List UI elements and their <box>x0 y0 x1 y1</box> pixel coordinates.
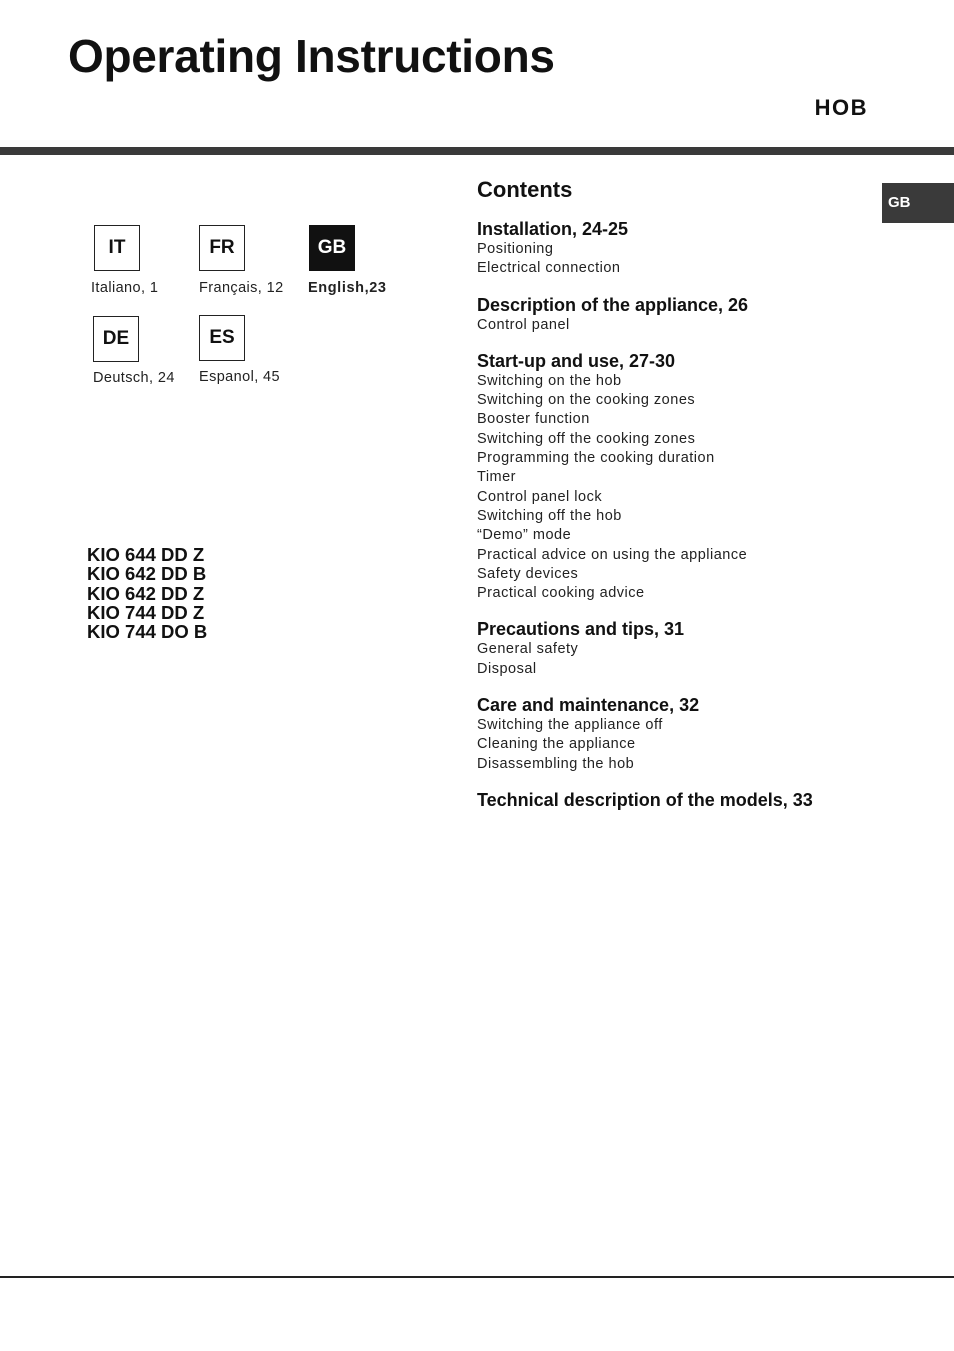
toc-section-heading[interactable]: Description of the appliance, 26 <box>477 294 749 315</box>
toc-item[interactable]: Control panel <box>477 316 570 333</box>
product-type: HOB <box>814 95 868 120</box>
toc-item[interactable]: Safety devices <box>477 565 579 582</box>
toc-section-heading[interactable]: Care and maintenance, 32 <box>477 695 700 716</box>
toc-item[interactable]: Cleaning the appliance <box>477 736 636 753</box>
language-code: FR <box>199 225 245 271</box>
language-item-es[interactable] <box>199 315 280 385</box>
toc-section-heading[interactable]: Start-up and use, 27-30 <box>477 350 676 371</box>
toc-item[interactable]: Switching on the cooking zones <box>477 392 696 409</box>
model-name: KIO 744 DD Z <box>87 601 205 623</box>
page-title: Operating Instructions <box>68 30 555 82</box>
toc-item[interactable]: Practical cooking advice <box>477 585 645 602</box>
model-name: KIO 642 DD Z <box>87 582 205 604</box>
toc-item[interactable]: “Demo” mode <box>477 527 572 544</box>
language-item-de[interactable] <box>93 316 175 386</box>
toc-section-startup <box>477 351 877 604</box>
language-label: Deutsch, 24 <box>93 370 175 386</box>
toc-item[interactable]: Switching off the cooking zones <box>477 430 696 447</box>
toc-item[interactable]: General safety <box>477 641 579 658</box>
language-label: Français, 12 <box>199 280 284 296</box>
language-item-it[interactable] <box>91 225 159 296</box>
toc-section-installation <box>477 219 877 279</box>
footer-divider <box>0 1276 954 1278</box>
language-item-fr[interactable] <box>199 225 284 296</box>
toc-item[interactable]: Disposal <box>477 660 537 677</box>
model-name: KIO 642 DD B <box>87 563 207 585</box>
toc-section-description <box>477 295 877 335</box>
toc-item[interactable]: Practical advice on using the appliance <box>477 546 748 563</box>
toc-section-heading[interactable]: Installation, 24-25 <box>477 219 629 239</box>
toc-section-care <box>477 695 877 774</box>
model-name: KIO 644 DD Z <box>87 544 205 565</box>
contents-title: Contents <box>477 177 573 202</box>
toc-item[interactable]: Switching off the hob <box>477 507 622 524</box>
toc-item[interactable]: Positioning <box>477 241 554 257</box>
language-label: Italiano, 1 <box>91 280 159 296</box>
toc-item[interactable]: Booster function <box>477 411 590 428</box>
toc-item[interactable]: Electrical connection <box>477 260 621 277</box>
header-divider <box>0 147 954 155</box>
language-item-gb[interactable] <box>308 225 387 296</box>
language-code: IT <box>94 225 140 271</box>
language-label: Espanol, 45 <box>199 369 280 385</box>
toc-item[interactable]: Timer <box>477 469 517 486</box>
toc-item[interactable]: Switching on the hob <box>477 372 622 389</box>
toc-section-precautions <box>477 619 877 679</box>
language-side-tab: GB <box>882 183 954 223</box>
toc-section-heading[interactable]: Precautions and tips, 31 <box>477 619 685 640</box>
language-code: GB <box>309 225 355 271</box>
language-code: DE <box>93 316 139 362</box>
table-of-contents <box>477 177 877 827</box>
toc-section-technical <box>477 790 877 811</box>
model-list <box>87 545 207 641</box>
model-name: KIO 744 DO B <box>87 621 208 643</box>
toc-item[interactable]: Disassembling the hob <box>477 755 635 772</box>
toc-item[interactable]: Switching the appliance off <box>477 717 663 734</box>
toc-section-heading[interactable]: Technical description of the models, 33 <box>477 789 813 810</box>
language-code: ES <box>199 315 245 361</box>
language-label: English,23 <box>308 280 387 296</box>
toc-item[interactable]: Programming the cooking duration <box>477 450 715 467</box>
toc-item[interactable]: Control panel lock <box>477 488 603 505</box>
